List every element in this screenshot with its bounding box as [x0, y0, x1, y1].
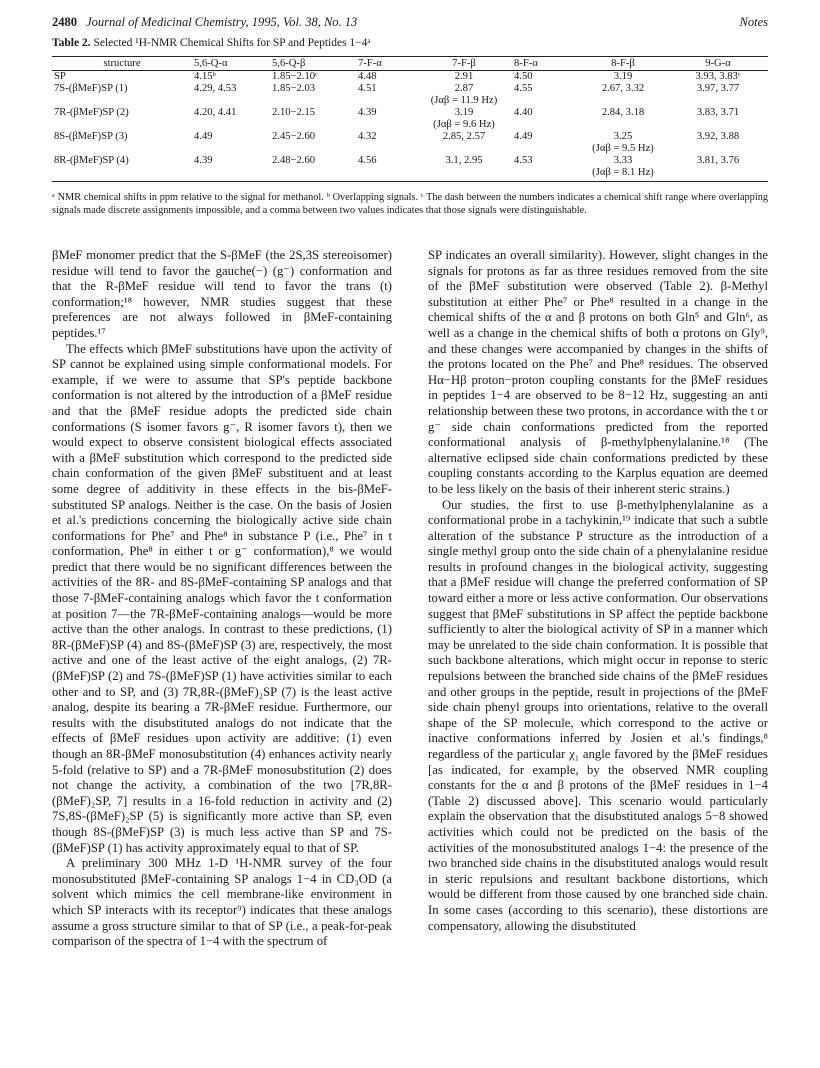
table-row: [52, 131, 768, 155]
shift-value: 2.87: [454, 83, 474, 94]
table-cell: 4.39: [192, 155, 270, 182]
table-cell: 1.85−2.10ᶜ: [272, 71, 318, 82]
column-header: 9-G-α: [668, 57, 768, 71]
shift-value: 3.25: [613, 131, 633, 142]
table-cell: 2.10−2.15: [272, 107, 316, 118]
paragraph: Our studies, the first to use β-methylphenylalanine as a conformational probe in a tachykinin,¹⁹ indicate that such a subtle alteration of the substance P structure as the introduction of a single methyl group onto the side chain of a phenylalanine residue results in profound changes in the biological activity, suggesting that a βMeF residue will change the preferred conformation of SP toward either a more or less active conformation. Our observations suggest that βMeF substitutions in SP affect the peptide backbone sufficiently to alter the biological activity of SP in a manner which may be unrelated to the side chain conformation. It is possible that such backbone alterations, which might occur in reponse to steric repulsions between the branched side chains of the βMeF residues and other groups in the peptide, result in projections of the βMeF side chain phenyl groups into orientations, relative to the overall shape of the SP molecule, which correspond to the active or inactive conformations inferred by Josien et al.'s findings,⁸ regardless of the particular χ₁ angle favored by the βMeF residues [as indicated, for example, by the observed NMR coupling constants for the α and β protons of the βMeF residues in 1−4 (Table 2) discussed above]. This scenario would particularly explain the observation that the disubstituted analogs 5−8 showed activities which could not be predicted on the basis of the activities of the monosubstituted analogs 1−4: the presence of the two branched side chains in the disubstituted analogs would result in steric repulsions and resultant backbone distortions, which would be different from those caused by one branched side chain. In some cases (according to this scenario), these distortions are compensatory, allowing the disubstituted: [428, 497, 768, 933]
nmr-shift-table: [52, 56, 768, 182]
shift-value: 3.33: [613, 155, 633, 166]
table-footnote: ᵃ NMR chemical shifts in ppm relative to the signal for methanol. ᵇ Overlapping signals. ᶜ The dash between the numbers indicates a chemical shift range where overlapping signals made discrete assignments impossible, and a comma between two values indicates that those signals were distinguishable.: [52, 192, 768, 216]
table-caption-label: Table 2.: [52, 37, 91, 49]
table-cell: 4.50: [514, 71, 533, 82]
table-cell: 4.48: [358, 71, 377, 82]
table-cell: 2.91: [454, 71, 474, 82]
coupling-constant: (Jαβ = 8.1 Hz): [592, 167, 654, 178]
table-cell: [416, 107, 512, 131]
table-cell: 8R-(βMeF)SP (4): [52, 155, 192, 182]
table-cell: 4.55: [514, 83, 533, 94]
table-cell: 3.92, 3.88: [696, 131, 740, 142]
table-row: [52, 107, 768, 131]
shift-value: 3.19: [454, 107, 474, 118]
table-caption: [52, 37, 371, 49]
left-column: [52, 248, 392, 950]
paragraph: A preliminary 300 MHz 1-D ¹H-NMR survey of the four monosubstituted βMeF-containing SP analogs 1−4 in CD₃OD (a solvent which mimics the cell membrane-like environment in which SP interacts with its receptor⁹) indicates that these analogs assume a gross structure similar to that of SP (i.e., a peak-for-peak comparison of the spectra of 1−4 with the spectrum of: [52, 856, 392, 949]
column-header: 5,6-Q-α: [192, 57, 270, 71]
table-cell: 4.40: [514, 107, 533, 118]
table-header-row: [52, 57, 768, 71]
table-cell: 3.93, 3.83ᶜ: [695, 71, 741, 82]
table-cell: SP: [54, 71, 66, 82]
right-column: [428, 248, 768, 934]
table-cell: 1.85−2.03: [272, 83, 316, 94]
table-cell: 3.97, 3.77: [696, 83, 740, 94]
table-cell: 4.49: [194, 131, 213, 142]
paragraph: SP indicates an overall similarity). However, slight changes in the signals for protons as far as three residues removed from the site of the βMeF substitution were observed (Table 2). β-Methyl substitution at either Phe⁷ or Phe⁸ resulted in a change in the chemical shifts of the α and β protons on both Gln⁵ and Gln⁶, as well as a change in the chemical shifts of both α protons on Gly⁹, and these changes were accompanied by changes in the shifts of the protons located on the Phe⁷ and Phe⁸ residues. The observed Hα−Hβ proton−proton coupling constants for the βMeF residues in peptides 1−4 are observed to be 8−12 Hz, suggesting an anti relationship between these two protons, in accordance with the t or g⁻ side chain conformations predicted from the reported conformational analysis of β-methylphenylalanine.¹⁸ (The alternative eclipsed side chain conformations predicted by these coupling constants according to the Karplus equation are deemed to be less likely on the basis of their inherent steric strains.): [428, 248, 768, 496]
table-cell: 2.67, 3.32: [601, 83, 645, 94]
coupling-constant: (Jαβ = 11.9 Hz): [430, 95, 498, 106]
table-cell: 8S-(βMeF)SP (3): [54, 131, 128, 142]
page-number: 2480: [52, 15, 77, 29]
table-row: [52, 83, 768, 107]
table-cell: 7R-(βMeF)SP (2): [54, 107, 129, 118]
table-cell: 4.56: [356, 155, 416, 182]
table-cell: 4.20, 4.41: [194, 107, 237, 118]
table-row: [52, 155, 768, 182]
coupling-constant: (Jαβ = 9.5 Hz): [592, 143, 654, 154]
column-header: 8-F-α: [512, 57, 578, 71]
paragraph: The effects which βMeF substitutions have upon the activity of SP cannot be explained using simple conformational models. For example, if we were to assume that SP's peptide backbone conformation is not altered by the introduction of a βMeF residue and that the βMeF residue adopts the predicted side chain conformations (S isomer favors g⁻, R isomer favors t), then we would expect to observe consistent biological effects associated with a βMeF substitution which correspond to the predicted side chain conformation of the given βMeF substituent and at least some degree of additivity in these effects in the bis-βMeF-substituted SP analogs. Neither is the case. On the basis of Josien et al.'s predictions concerning the biologically active side chain conformations for Phe⁷ and Phe⁸ in substance P (i.e., Phe⁷ in t conformation, Phe⁸ in either t or g⁻ conformation),⁸ we would predict that there would be no significant differences between the activities of the 8R- and 8S-βMeF-containing SP analogs and that those 7-βMeF-containing analogs which favor the t conformation at position 7—the 7R-βMeF-containing analogs—would be more active than the other analogs. In contrast to these predictions, (1) 8R-(βMeF)SP (4) and 8S-(βMeF)SP (3) are, respectively, the most active and one of the least active of the eight analogs, (2) 7R-(βMeF)SP (2) and 7S-(βMeF)SP (1) have activities similar to each other and to SP, and (3) 7R,8R-(βMeF)₂SP (7) is the least active analog, despite its bearing a 7R-βMeF residue. Furthermore, our results with the disubstituted analogs do not indicate that the effects of βMeF residues upon activity are additive: (1) even though an 8R-βMeF monosubstitution (4) enhances activity nearly 5-fold (relative to SP) and a 7R-βMeF monosubstitution (2) does not change the activity, a combination of the two [7R,8R-(βMeF)₂SP, 7] results in a 16-fold reduction in activity and (2) 7S,8S-(βMeF)₂SP (5) is significantly more active than SP, even though 8S-(βMeF)SP (3) is much less active than SP and 7S-(βMeF)SP (1) has activity approximately equal to that of SP.: [52, 341, 392, 855]
table-cell: 3.19: [613, 71, 633, 82]
table-cell: 7S-(βMeF)SP (1): [54, 83, 128, 94]
table-cell: 4.51: [358, 83, 377, 94]
column-header: 8-F-β: [578, 57, 668, 71]
column-header: 7-F-α: [356, 57, 416, 71]
table-cell: 3.81, 3.76: [668, 155, 768, 182]
table-cell: 4.32: [358, 131, 377, 142]
column-header: structure: [52, 57, 192, 71]
table-cell: [578, 155, 668, 182]
table-cell: 2.84, 3.18: [601, 107, 645, 118]
column-header: 7-F-β: [416, 57, 512, 71]
table-row: [52, 71, 768, 84]
table-cell: [578, 131, 668, 155]
table-cell: 4.15ᵇ: [194, 71, 216, 82]
table-cell: [416, 83, 512, 107]
table-cell: 2.85, 2.57: [442, 131, 486, 142]
table-caption-text: Selected ¹H-NMR Chemical Shifts for SP and Peptides 1−4ᵃ: [93, 37, 371, 49]
journal-citation: Journal of Medicinal Chemistry, 1995, Vol. 38, No. 13: [86, 15, 358, 29]
column-header: 5,6-Q-β: [270, 57, 356, 71]
table-cell: 4.39: [358, 107, 377, 118]
table-cell: 3.1, 2.95: [416, 155, 512, 182]
table-cell: 3.83, 3.71: [696, 107, 740, 118]
table-cell: 4.49: [514, 131, 533, 142]
table-cell: 2.45−2.60: [272, 131, 316, 142]
table-cell: 4.53: [512, 155, 578, 182]
page-header: [52, 15, 768, 33]
paragraph: βMeF monomer predict that the S-βMeF (the 2S,3S stereoisomer) residue will tend to favor the gauche(−) (g⁻) conformation and that the R-βMeF residue will tend to favor the trans (t) conformation;¹⁸ however, NMR studies suggest that these preferences are not always followed in βMeF-containing peptides.¹⁷: [52, 248, 392, 340]
table-cell: 4.29, 4.53: [194, 83, 237, 94]
section-label: Notes: [739, 15, 768, 29]
table-cell: 2.48−2.60: [270, 155, 356, 182]
coupling-constant: (Jαβ = 9.6 Hz): [433, 119, 495, 130]
